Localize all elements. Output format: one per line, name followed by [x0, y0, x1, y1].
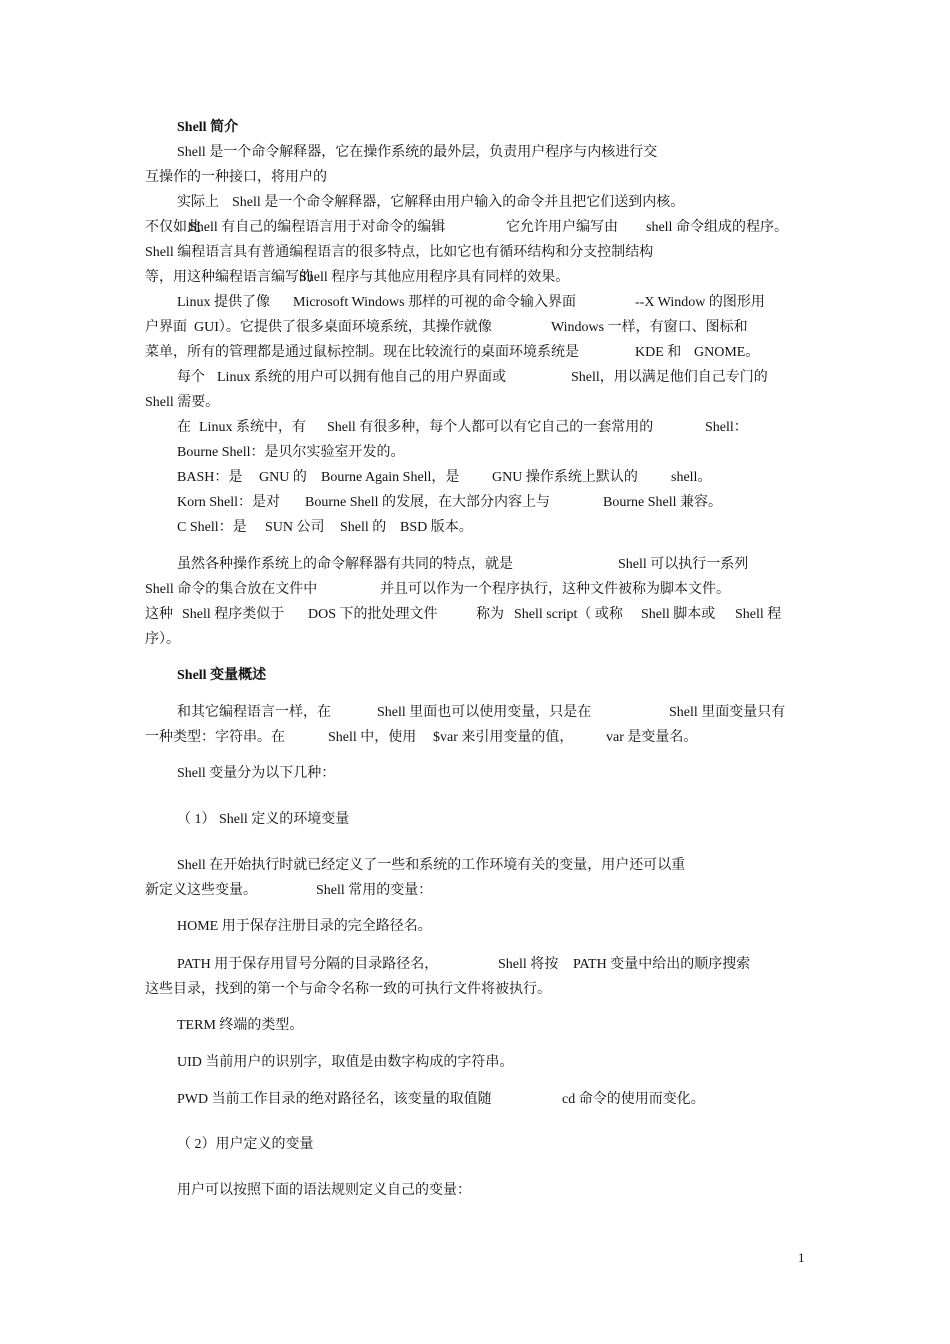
text-run: 实际上 — [177, 195, 219, 210]
text-run: 虽然各种操作系统上的命令解释器有共同的特点，就是 — [177, 557, 513, 572]
section-heading-shell-intro: Shell 简介 — [177, 120, 239, 135]
paragraph-line: 互操作的一种接口，将用户的 — [145, 170, 327, 185]
text-run: Shell 程序类似于 — [182, 607, 285, 622]
text-run: DOS 下的批处理文件 — [308, 607, 438, 622]
text-run: 菜单，所有的管理都是通过鼠标控制。现在比较流行的桌面环境系统是 — [145, 345, 579, 360]
text-run: GUI）。它提供了很多桌面环境系统，其操作就像 — [194, 320, 492, 335]
text-run: Shell 有很多种，每个人都可以有它自己的一套常用的 — [327, 420, 654, 435]
text-run: 并且可以作为一个程序执行，这种文件被称为脚本文件。 — [380, 582, 730, 597]
text-run: 户界面 — [145, 320, 187, 335]
text-run: Linux 提供了像 — [177, 295, 270, 310]
subsection-heading-user-vars: （ 2）用户定义的变量 — [177, 1137, 314, 1152]
variable-uid: UID 当前用户的识别字，取值是由数字构成的字符串。 — [177, 1055, 514, 1070]
text-run: 等，用这种编程语言编写的 — [145, 270, 313, 285]
text-run: 一种类型：字符串。在 — [145, 730, 285, 745]
text-run: Shell 程序与其他应用程序具有同样的效果。 — [299, 270, 570, 285]
text-run: PATH 用于保存用冒号分隔的目录路径名， — [177, 957, 439, 972]
text-run: Bourne Shell 兼容。 — [603, 495, 722, 510]
paragraph-line: Shell 变量分为以下几种： — [177, 766, 336, 781]
text-run: Shell，用以满足他们自己专门的 — [571, 370, 768, 385]
text-run: $var 来引用变量的值， — [433, 730, 574, 745]
text-run: Shell 将按 — [498, 957, 559, 972]
paragraph-line: Shell 需要。 — [145, 395, 220, 410]
text-run: 新定义这些变量。 — [145, 883, 257, 898]
paragraph-line: Shell 编程语言具有普通编程语言的很多特点，比如它也有循环结构和分支控制结构 — [145, 245, 654, 260]
text-run: Linux 系统中，有 — [199, 420, 306, 435]
text-run: 和其它编程语言一样，在 — [177, 705, 331, 720]
section-heading-shell-variables: Shell 变量概述 — [177, 668, 267, 683]
text-run: Shell 是一个命令解释器，它解释由用户输入的命令并且把它们送到内核。 — [232, 195, 685, 210]
text-run: 每个 — [177, 370, 205, 385]
text-run: GNU 的 — [259, 470, 307, 485]
text-run: var 是变量名。 — [606, 730, 698, 745]
text-run: BSD 版本。 — [400, 520, 473, 535]
paragraph-line: 用户可以按照下面的语法规则定义自己的变量： — [177, 1183, 471, 1198]
text-run: Windows 一样，有窗口、图标和 — [551, 320, 748, 335]
paragraph-line: Shell 在开始执行时就已经定义了一些和系统的工作环境有关的变量，用户还可以重 — [177, 858, 686, 873]
text-run: Shell 可以执行一系列 — [618, 557, 749, 572]
text-run: Korn Shell：是对 — [177, 495, 281, 510]
text-run: --X Window 的图形用 — [635, 295, 765, 310]
text-run: Shell 里面也可以使用变量，只是在 — [377, 705, 592, 720]
text-run: Linux 系统的用户可以拥有他自己的用户界面或 — [217, 370, 506, 385]
text-run: Shell 常用的变量： — [316, 883, 433, 898]
page-number: 1 — [798, 1250, 805, 1265]
text-run: Shell 程 — [735, 607, 782, 622]
text-run: Shell： — [705, 420, 748, 435]
text-run: Microsoft Windows 那样的可视的命令输入界面 — [293, 295, 577, 310]
text-run: Shell 有自己的编程语言用于对命令的编辑 — [189, 220, 446, 235]
paragraph-line: Bourne Shell：是贝尔实验室开发的。 — [177, 445, 405, 460]
paragraph-line: Shell 是一个命令解释器，它在操作系统的最外层，负责用户程序与内核进行交 — [177, 145, 658, 160]
text-run: 不仅如此 — [145, 220, 201, 235]
paragraph-line: 这些目录，找到的第一个与命令名称一致的可执行文件将被执行。 — [145, 982, 551, 997]
text-run: Bourne Shell 的发展，在大部分内容上与 — [305, 495, 550, 510]
text-run: shell。 — [671, 470, 712, 485]
text-run: GNOME。 — [694, 345, 760, 360]
paragraph-line: 序）。 — [145, 632, 180, 647]
text-run: SUN 公司 — [265, 520, 325, 535]
variable-term: TERM 终端的类型。 — [177, 1018, 304, 1033]
text-run: 在 — [177, 420, 191, 435]
text-run: Shell 中，使用 — [328, 730, 417, 745]
text-run: BASH：是 — [177, 470, 243, 485]
text-run: Shell 里面变量只有 — [669, 705, 786, 720]
text-run: Shell 定义的环境变量 — [219, 812, 350, 827]
text-run: cd 命令的使用而变化。 — [562, 1092, 705, 1107]
text-run: Shell 脚本或 — [641, 607, 716, 622]
text-run: Shell script（ 或称 — [514, 607, 623, 622]
variable-home: HOME 用于保存注册目录的完全路径名。 — [177, 919, 432, 934]
text-run: PATH 变量中给出的顺序搜索 — [573, 957, 751, 972]
text-run: Bourne Again Shell，是 — [321, 470, 460, 485]
text-run: （ 1） — [177, 812, 216, 827]
text-run: Shell 命令的集合放在文件中 — [145, 582, 318, 597]
text-run: PWD 当前工作目录的绝对路径名，该变量的取值随 — [177, 1092, 492, 1107]
text-run: KDE 和 — [635, 345, 682, 360]
text-run: 这种 — [145, 607, 173, 622]
text-run: 它允许用户编写由 — [506, 220, 618, 235]
text-run: shell 命令组成的程序。 — [646, 220, 788, 235]
text-run: 称为 — [476, 607, 504, 622]
text-run: Shell 的 — [340, 520, 387, 535]
text-run: GNU 操作系统上默认的 — [492, 470, 638, 485]
text-run: C Shell：是 — [177, 520, 247, 535]
